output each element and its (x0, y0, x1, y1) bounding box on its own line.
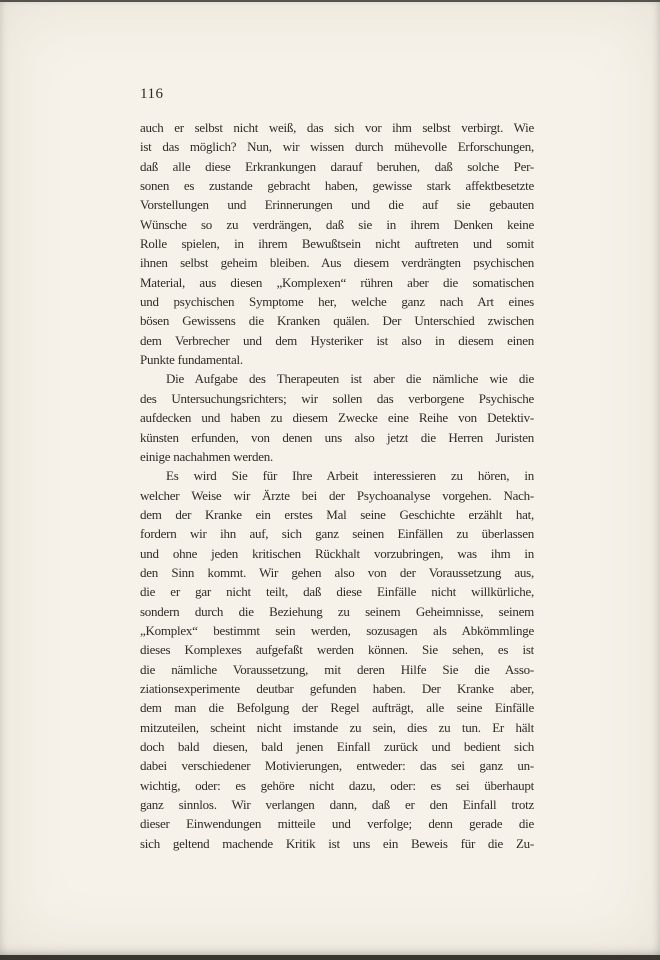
text-line: ganz sinnlos. Wir verlangen dann, daß er den Einfall trotz (140, 797, 534, 813)
text-line: dem der Kranke ein erstes Mal seine Geschichte erzählt hat, (140, 506, 534, 522)
text-line: einige nachahmen werden. (140, 448, 273, 464)
text-line: Vorstellungen und Erinnerungen und die auf sie gebauten (140, 197, 534, 213)
text-line: fordern wir ihn auf, sich ganz seinen Einfällen zu überlassen (140, 526, 534, 542)
body-text-block (140, 118, 534, 853)
text-line: den Sinn kommt. Wir gehen also von der Voraussetzung aus, (140, 564, 534, 580)
text-line: Rolle spielen, in ihrem Bewußtsein nicht auftreten und somit (140, 236, 534, 252)
text-line: welcher Weise wir Ärzte bei der Psychoanalyse vorgehen. Nach- (140, 487, 534, 503)
page-number: 116 (140, 86, 164, 102)
text-line: und ohne jeden kritischen Rückhalt vorzubringen, was ihm in (140, 545, 534, 561)
text-line: dieses Komplexes aufgefaßt werden können. Sie sehen, es ist (140, 642, 534, 658)
text-line: auch er selbst nicht weiß, das sich vor ihm selbst verbirgt. Wie (140, 120, 534, 135)
paragraph (140, 118, 534, 369)
text-line: sonen es zustande gebracht haben, gewisse stark affektbesetzte (140, 178, 534, 194)
text-line: ziationsexperimente deutbar gefunden haben. Der Kranke aber, (140, 680, 534, 696)
text-line: mitzuteilen, scheint nicht imstande zu sein, dies zu tun. Er hält (140, 719, 534, 735)
text-line: die nämliche Voraussetzung, mit deren Hilfe Sie die Asso- (140, 661, 534, 677)
text-line: und psychischen Symptome her, welche ganz nach Art eines (140, 294, 534, 310)
text-line: ihnen selbst geheim bleiben. Aus diesem verdrängten psychischen (140, 255, 534, 271)
text-line: die er gar nicht teilt, daß diese Einfälle nicht willkürliche, (140, 584, 534, 600)
text-line: Die Aufgabe des Therapeuten ist aber die nämliche wie die (166, 371, 534, 387)
text-line: sich geltend machende Kritik ist uns ein Beweis für die Zu- (140, 835, 534, 851)
text-line: Wünsche so zu verdrängen, daß sie in ihrem Denken keine (140, 216, 534, 232)
text-line: Material, aus diesen „Komplexen“ rühren aber die somatischen (140, 274, 534, 290)
text-line: Punkte fundamental. (140, 352, 243, 368)
text-line: dem Verbrecher und dem Hysteriker ist also in diesem einen (140, 332, 534, 348)
text-line: des Untersuchungsrichters; wir sollen das verborgene Psychische (140, 390, 534, 406)
text-line: ist das möglich? Nun, wir wissen durch mühevolle Erforschungen, (140, 139, 534, 155)
text-line: Es wird Sie für Ihre Arbeit interessieren zu hören, in (166, 468, 534, 484)
text-line: bösen Gewissens die Kranken quälen. Der Unterschied zwischen (140, 313, 534, 329)
page-content-area (0, 2, 660, 853)
text-line: künsten erfunden, von denen uns also jetzt die Herren Juristen (140, 429, 534, 445)
text-line: sondern durch die Beziehung zu seinem Geheimnisse, seinem (140, 603, 534, 619)
text-line: dabei verschiedener Motivierungen, entweder: das sei ganz un- (140, 758, 534, 774)
text-line: wichtig, oder: es gehöre nicht dazu, oder: es sei überhaupt (140, 777, 534, 793)
paragraph (140, 369, 534, 466)
text-line: dieser Einwendungen mitteile und verfolge; denn gerade die (140, 816, 534, 832)
text-line: daß alle diese Erkrankungen darauf beruhen, daß solche Per- (140, 158, 534, 174)
text-line: „Komplex“ bestimmt sein werden, sozusagen als Abkömmlinge (140, 622, 534, 638)
text-line: doch bald diesen, bald jenen Einfall zurück und bedient sich (140, 739, 534, 754)
text-line: dem man die Befolgung der Regel aufträgt, alle seine Einfälle (140, 700, 534, 716)
text-line: aufdecken und haben zu diesem Zwecke eine Reihe von Detektiv- (140, 410, 534, 426)
paragraph (140, 466, 534, 853)
